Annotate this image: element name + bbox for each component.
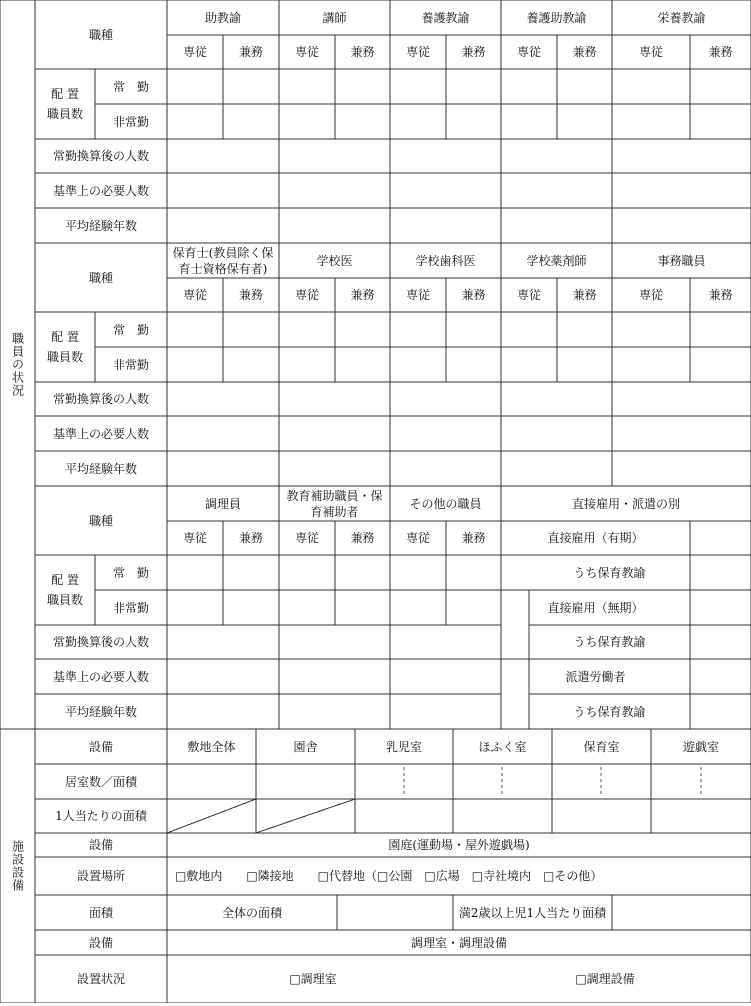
total-area-label: 全体の面積 — [221, 905, 282, 920]
parttime-label: 非常勤 — [112, 357, 149, 372]
concurrent-header: 兼務 — [572, 45, 597, 59]
kitchen-equipment-checkbox: □調理設備 — [575, 972, 635, 986]
fulltime-label: 常 勤 — [112, 322, 149, 337]
concurrent-header: 兼務 — [238, 531, 263, 545]
rooms-area-label: 居室数／面積 — [64, 774, 137, 789]
dedicated-header: 専従 — [182, 531, 207, 545]
dedicated-header: 専従 — [405, 288, 430, 302]
row-label: 常勤換算後の人数 — [52, 392, 149, 406]
garden-title: 園庭(運動場・屋外遊戯場) — [388, 838, 530, 852]
facility-column-header: 保育室 — [583, 739, 620, 754]
per-child-2plus-label: 満2歳以上児1人当たり面積 — [458, 905, 607, 920]
row-label: 基準上の必要人数 — [52, 669, 149, 684]
kitchen-room-checkbox: □調理室 — [289, 972, 337, 986]
fulltime-label: 常 勤 — [112, 565, 149, 580]
employment-row-label: 派遣労働者 — [565, 669, 626, 684]
position-header: 助教諭 — [204, 10, 241, 25]
placement-label: 配 置 職員数 — [46, 573, 83, 607]
concurrent-header: 兼務 — [572, 288, 597, 302]
position-header: 調理員 — [204, 496, 241, 511]
dedicated-header: 専従 — [294, 288, 319, 302]
employment-title: 直接雇用・派遣の別 — [571, 496, 680, 511]
concurrent-header: 兼務 — [350, 531, 375, 545]
employment-row-label: 直接雇用（有期） — [547, 531, 644, 545]
concurrent-header: 兼務 — [461, 288, 486, 302]
concurrent-header: 兼務 — [461, 45, 486, 59]
dedicated-header: 専従 — [182, 288, 207, 302]
concurrent-header: 兼務 — [461, 531, 486, 545]
fulltime-label: 常 勤 — [112, 79, 149, 94]
section-label-staff: 職員の状況 — [10, 332, 25, 397]
facility-column-header: 敷地全体 — [187, 739, 236, 754]
row-label: 平均経験年数 — [64, 461, 137, 476]
employment-row-label: うち保育教諭 — [573, 704, 646, 719]
dedicated-header: 専従 — [405, 531, 430, 545]
diagonal-slash — [256, 799, 355, 833]
facility-column-header: 遊戯室 — [682, 739, 719, 754]
parttime-label: 非常勤 — [112, 600, 149, 615]
concurrent-header: 兼務 — [708, 288, 733, 302]
dedicated-header: 専従 — [405, 45, 430, 59]
dedicated-header: 専従 — [638, 288, 663, 302]
row-label: 常勤換算後の人数 — [52, 635, 149, 649]
row-label: 基準上の必要人数 — [52, 183, 149, 198]
employment-row-label: うち保育教諭 — [573, 635, 646, 649]
dedicated-header: 専従 — [516, 45, 541, 59]
position-header: 養護助教諭 — [526, 10, 587, 25]
placement-label: 配 置 職員数 — [46, 330, 83, 364]
type-header: 職種 — [88, 27, 113, 42]
location-options: □敷地内 □隣接地 □代替地（□公園 □広場 □寺社境内 □その他） — [175, 869, 603, 883]
facility-column-header: 園舎 — [293, 739, 318, 754]
dedicated-header: 専従 — [182, 45, 207, 59]
parttime-label: 非常勤 — [112, 114, 149, 129]
facility-equipment-label: 設備 — [88, 739, 113, 754]
position-header: 保育士(教員除く保育士資格保有者) — [172, 245, 274, 276]
concurrent-header: 兼務 — [708, 45, 733, 59]
position-header: 養護教諭 — [421, 10, 470, 25]
location-label: 設置場所 — [76, 869, 125, 883]
diagonal-slash — [167, 799, 256, 833]
position-header: 学校薬剤師 — [526, 253, 587, 268]
concurrent-header: 兼務 — [238, 288, 263, 302]
concurrent-header: 兼務 — [350, 288, 375, 302]
concurrent-header: 兼務 — [350, 45, 375, 59]
dedicated-header: 専従 — [516, 288, 541, 302]
area-label: 面積 — [88, 905, 113, 920]
position-header: 事務職員 — [657, 253, 706, 268]
dedicated-header: 専従 — [294, 531, 319, 545]
status-label: 設置状況 — [76, 972, 125, 986]
employment-row-label: うち保育教諭 — [573, 565, 646, 580]
row-label: 平均経験年数 — [64, 704, 137, 719]
per-child-area-label: 1人当たりの面積 — [55, 809, 147, 823]
garden-equipment-label: 設備 — [88, 838, 113, 852]
kitchen-equipment-label: 設備 — [88, 935, 113, 950]
type-header: 職種 — [88, 270, 113, 285]
position-header: その他の職員 — [409, 496, 482, 511]
facility-column-header: 乳児室 — [385, 739, 422, 754]
position-header: 学校医 — [316, 253, 353, 268]
placement-label: 配 置 職員数 — [46, 87, 83, 121]
type-header: 職種 — [88, 513, 113, 528]
position-header: 教育補助職員・保育補助者 — [286, 488, 383, 519]
dedicated-header: 専従 — [638, 45, 663, 59]
facility-column-header: ほふく室 — [478, 739, 527, 754]
dedicated-header: 専従 — [294, 45, 319, 59]
kitchen-title: 調理室・調理設備 — [410, 935, 507, 950]
position-header: 栄養教諭 — [657, 10, 706, 25]
section-label-facility: 施設設備 — [10, 840, 25, 892]
position-header: 講師 — [322, 10, 347, 25]
row-label: 平均経験年数 — [64, 218, 137, 233]
row-label: 基準上の必要人数 — [52, 426, 149, 441]
row-label: 常勤換算後の人数 — [52, 149, 149, 163]
concurrent-header: 兼務 — [238, 45, 263, 59]
position-header: 学校歯科医 — [415, 253, 476, 268]
employment-row-label: 直接雇用（無期） — [547, 600, 644, 615]
